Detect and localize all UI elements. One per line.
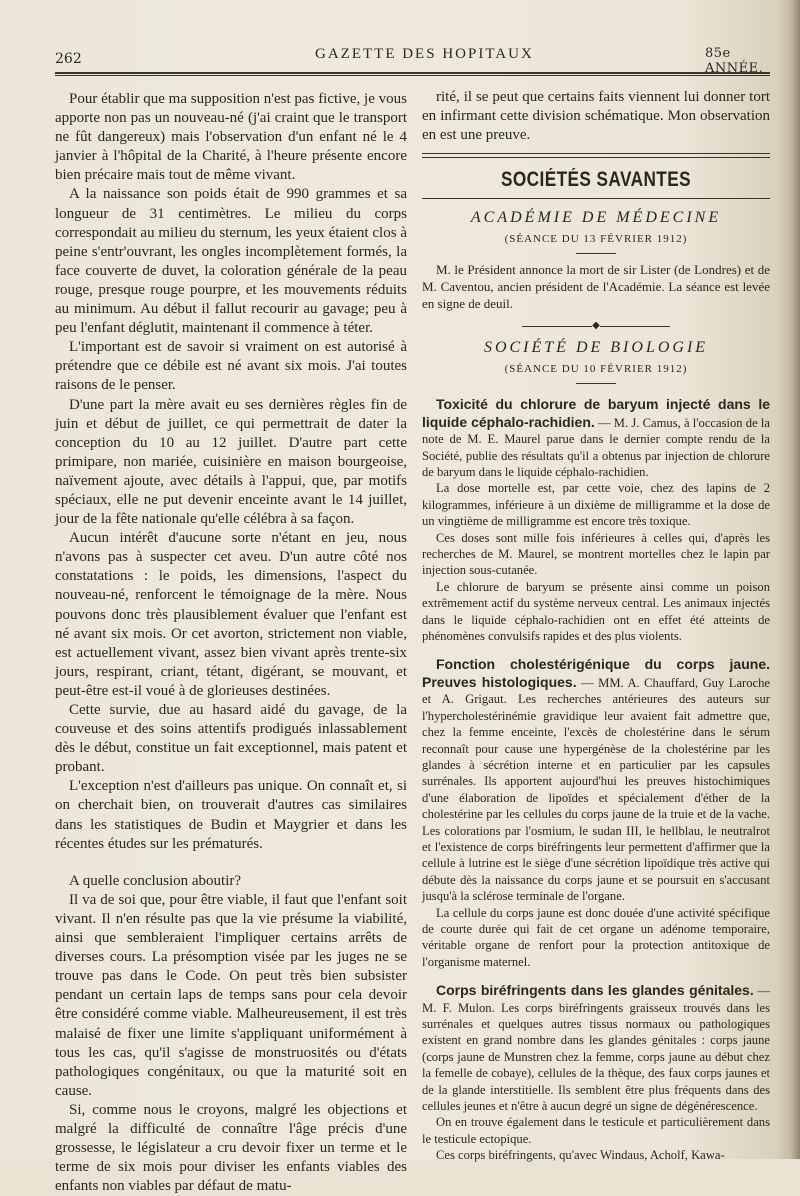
article-text: — MM. A. Chauffard, Guy Laroche et A. Grigaut. Les recherches antérieures des auteurs sur l'hypercholestérinémie gravidique leur avaient fait admettre que, chez la femme enceinte, l'excès de cholestérine dans le sérum reconnaît pour cause une hypergénèse de la cholestérine par les glandes à sécrétion interne et en particulier par les capsules surrénales. Ils apportent aujourd'hui les preuves histochimiques d'une élaboration de lipoïdes et spécialement d'éther de la cholestérine par les cellules du corps jaune de la truie et de la vache. Les colorations par l'osmium, le sudan III, le hellblau, le neutralrot et l'existence de corps biréfringents leur permettent d'affirmer que la cellule à lutrine est le siège d'une sécrétion lipoïdique très active qui débute dès la naissance du corps jaune et se poursuit en s'accusant jusqu'à la sclérose terminale de l'organe.	[422, 675, 770, 904]
divider	[576, 253, 616, 254]
paragraph: D'une part la mère avait eu ses dernières règles fin de juin et début de juillet, ce qui permettrait de dater la conception du 10 au 12 juillet. D'autre part cette primipare, non mariée, cuisinière en maison bourgeoise, naïvement ajoute, avec détails à l'appui, que, par motifs spéciaux, elle ne put devenir enceinte avant le 14 juillet, jour de la fête nationale qu'elle célébra à sa façon.	[55, 396, 407, 528]
society-sitting-date: (SÉANCE DU 10 FÉVRIER 1912)	[504, 363, 688, 376]
paragraph: A la naissance son poids était de 990 grammes et sa longueur de 31 centimètres. Le milieu du corps correspondait au milieu du sternum, les yeux étaient clos à peine s'entr'ouvrant, les ongles incomplètement formés, la face couverte de duvet, la coloration générale de la peau rouge, presque rouge pourpre, et les mouvements réduits au minimum. Au début il fallut recourir au gavage; peu à peu l'enfant déglutit, maintenant il commence à téter.	[55, 186, 407, 337]
right-column	[422, 88, 770, 1164]
society-title: SOCIÉTÉ DE BIOLOGIE	[483, 339, 709, 357]
article-text: — M. J. Camus, à l'occasion de la note de M. E. Maurel parue dans le dernier compte rendu de la Société, publie des résultats qu'il a obtenus par injection de chlorure de baryum dans le liquide céphalo-rachidien.	[422, 415, 770, 480]
header-rule	[55, 72, 770, 76]
article	[422, 396, 770, 644]
paragraph: L'exception n'est d'ailleurs pas unique. On connaît et, si on cherchait bien, on trouverait d'autres cas similaires dans les statistiques de Budin et Maygrier et dans les récentes études sur les prématurés.	[55, 778, 407, 852]
paragraph: Si, comme nous le croyons, malgré les objections et malgré la difficulté de connaître l'âge précis d'une grossesse, le législateur a cru devoir fixer un terme et le terme de six mois pour diviser les enfants viables des enfants non viables par défaut de matu-	[55, 1101, 407, 1195]
academy-sitting-date: (SÉANCE DU 13 FÉVRIER 1912)	[504, 233, 688, 245]
article-paragraph: La cellule du corps jaune est donc douée d'une activité spécifique de courte durée qui fait de cet organe un adénome temporaire, véritable organe de renfort pour la protection antitoxique de l'organisme maternel.	[422, 905, 770, 969]
page-number: 262	[55, 51, 82, 67]
academy-text: M. le Président annonce la mort de sir Lister (de Londres) et de M. Caventou, ancien président de l'Académie. La séance est levée en signe de deuil.	[422, 262, 770, 311]
ornament-divider	[422, 320, 770, 331]
ornament-icon: ◆	[592, 320, 600, 332]
article-paragraph: La dose mortelle est, par cette voie, chez des lapins de 2 kilogrammes, inférieure à un dixième de milligramme et la dose de un vingtième de milligramme est encore très toxique.	[422, 481, 770, 529]
article	[422, 656, 770, 970]
article-paragraph: Ces doses sont mille fois inférieures à celles qui, d'après les recherches de M. Maurel, se montrent mortelles chez le lapin par injection sous-cutanée.	[422, 530, 770, 578]
paragraph: Pour établir que ma supposition n'est pas fictive, je vous apporte non pas un nouveau-né (j'ai craint que le transport ne fût dangereux) mais l'observation d'un enfant né le 4 janvier à l'hôpital de la Charité, à l'heure présente encore bien précaire mais tout de même vivant.	[55, 91, 407, 184]
journal-title: GAZETTE DES HOPITAUX	[315, 46, 534, 62]
article	[422, 982, 770, 1163]
paragraph: Cette survie, due au hasard aidé du gavage, de la couveuse et des soins attentifs prodigués inlassablement dès le début, constitue un fait exceptionnel, mais patent et probant.	[55, 702, 407, 776]
paragraph-continuation: rité, il se peut que certains faits viennent lui donner tort en infirmant cette division schématique. Mon observation en est une preuve.	[422, 89, 770, 143]
running-header	[55, 46, 775, 76]
article-text: — M. F. Mulon. Les corps biréfringents graisseux trouvés dans les surrénales et quelques autres tissus normaux ou pathologiques existent en grand nombre dans les glandes génitales : corps jaune (corps jaune de Munstren chez la femme, corps jaune au début chez la femelle de cobaye), cellules de la thèque, des faux corps jaunes et de la glande interstitielle. Ils semblent être plus fréquents dans des cellules jeunes et n'être à aucun degré un signe de dégénérescence.	[422, 984, 770, 1114]
academy-title: ACADÉMIE DE MÉDECINE	[470, 209, 722, 226]
section-rule	[422, 153, 770, 158]
left-column	[55, 90, 407, 1196]
article-heading: Fonction cholestérigénique du corps jaune. Preuves histologiques.	[422, 656, 770, 690]
paragraph: A quelle conclusion aboutir?	[69, 872, 242, 889]
paragraph: Il va de soi que, pour être viable, il faut que l'enfant soit vivant. Il n'en résulte pas que la vie présume la viabilité, ainsi que sembleraient l'impliquer certains arrêts de diverses cours. La présomption visée par les juges ne se trouve pas dans le Code. On peut très bien subsister pendant un certain laps de temps sans pour cela devoir être considéré comme viable. Malheureusement, il est très malaisé de fixer une limite s'appliquant uniformément à tous les cas, qu'il s'agisse de monstruosités ou d'états pathologiques congénitaux, ou que la maturité soit en cause.	[55, 891, 407, 1099]
paragraph-gap	[55, 854, 407, 872]
section-title-rule	[422, 198, 770, 199]
paragraph: L'important est de savoir si vraiment on est autorisé à prétendre que ce débile est né avant six mois. J'ai toutes raisons de le penser.	[55, 339, 407, 394]
year-label: 85e ANNÉE,	[705, 46, 764, 76]
article-paragraph: Le chlorure de baryum se présente ainsi comme un poison extrêmement actif du système nerveux central. Les animaux injectés dans le liquide céphalo-rachidien ont en effet été atteints de phénomènes convulsifs rapides et des plus violents.	[422, 579, 770, 644]
article-paragraph: Ces corps biréfringents, qu'avec Windaus, Acholf, Kawa-	[436, 1148, 725, 1163]
section-title: SOCIÉTÉS SAVANTES	[500, 168, 692, 191]
article-heading: Toxicité du chlorure de baryum injecté dans le liquide céphalo-rachidien.	[422, 396, 770, 430]
divider	[576, 383, 616, 384]
article-heading: Corps biréfringents dans les glandes génitales.	[436, 982, 754, 999]
page-edge-shadow	[790, 0, 800, 1159]
article-paragraph: On en trouve également dans le testicule et particulièrement dans le testicule ectopique.	[422, 1115, 770, 1146]
paragraph: Aucun intérêt d'aucune sorte n'étant en jeu, nous n'avons pas à suspecter cet aveu. D'un autre côté nos constatations : le poids, les dimensions, l'aspect du nouveau-né, renforcent le témoignage de la mère. Nous pouvons donc très plausiblement évaluer que l'enfant est né avant six mois. Or cet avorton, strictement non viable, est actuellement vivant, assez bien vivant après trente-six jours, respirant, criant, tétant, digérant, se mouvant, et peut-être est-il voué à de glorieuses destinées.	[55, 530, 407, 699]
